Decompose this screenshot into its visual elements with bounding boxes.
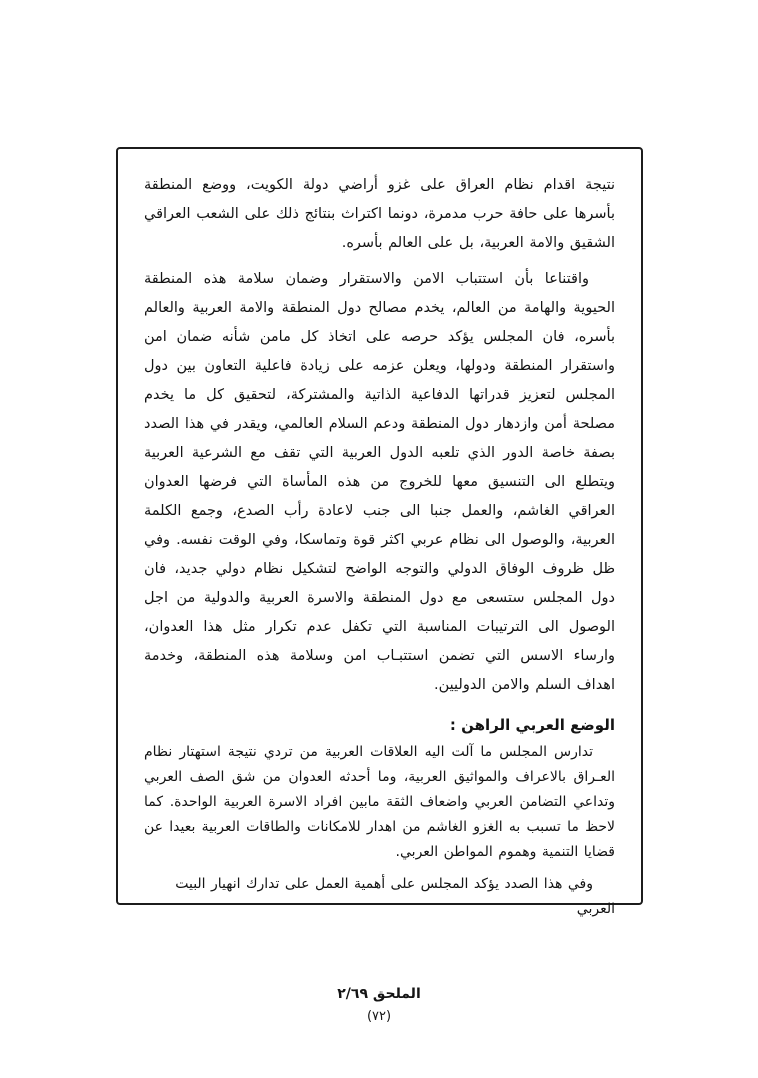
page-border-frame xyxy=(116,147,643,917)
paragraph-intro: نتيجة اقدام نظام العراق على غزو أراضي دولة الكويت، ووضع المنطقة بأسرها على حافة حرب مدمرة، دونما اكتراث بنتائج ذلك على الشعب العراقي الشقيق والامة العربية، بل على العالم بأسره. xyxy=(144,177,615,251)
annex-label: الملحق ٢/٦٩ xyxy=(337,986,421,1002)
section-heading-arab-situation: الوضع العربي الراهن : xyxy=(449,716,615,734)
page-footer xyxy=(0,986,758,1024)
paragraph-closing-line: وفي هذا الصدد يؤكد المجلس على أهمية العمل على تدارك انهيار البيت العربي xyxy=(175,876,615,917)
page-number: (٧٢) xyxy=(366,1009,392,1024)
paragraph-arab-relations: تدارس المجلس ما آلت اليه العلاقات العربية من تردي نتيجة استهتار نظام العـراق بالاعراف والمواثيق العربية، وما أحدثه العدوان من شق الصف العربي وتداعي التضامن العربي واضعاف الثقة مابين افراد الاسرة العربية الواحدة. كما لاحظ ما تسبب به الغزو الغاشم من اهدار للامكانات والطاقات العربية بعيدا عن قضايا التنمية وهموم المواطن العربي. xyxy=(144,744,615,860)
paragraph-council-position: واقتناعا بأن استتباب الامن والاستقرار وضمان سلامة هذه المنطقة الحيوية والهامة من العالم، يخدم مصالح دول المنطقة والامة العربية والعالم بأسره، فان المجلس يؤكد حرصه على اتخاذ كل مامن شأنه ضمان امن واستقرار المنطقة ودولها، ويعلن عزمه على زيادة فاعلية التعاون بين دول المجلس لتعزيز قدراتها الدفاعية الذاتية والمشتركة، لتحقيق كل ما يخدم مصلحة أمن وازدهار دول المنطقة ودعم السلام العالمي، ويقدر في هذا الصدد بصفة خاصة الدور الذي تلعبه الدول العربية التي تقف مع الشرعية العربية ويتطلع الى التنسيق معها للخروج من هذه المأساة التي فرضها العدوان العراقي الغاشم، والعمل جنبا الى جنب لاعادة رأب الصدع، وجمع الكلمة العربية، والوصول الى نظام عربي اكثر قوة وتماسكا، وفي الوقت نفسه. وفي ظل ظروف الوفاق الدولي والتوجه الواضح لتشكيل نظام دولي جديد، فان دول المجلس ستسعى مع دول المنطقة والاسرة العربية والدولية من اجل الوصول الى الترتيبات المناسبة التي تكفل عدم تكرار مثل هذا العدوان، وارساء الاسس التي تضمن استتبـاب امن وسلامة هذه المنطقة، وخدمة اهداف السلم والامن الدوليين. xyxy=(144,271,615,693)
